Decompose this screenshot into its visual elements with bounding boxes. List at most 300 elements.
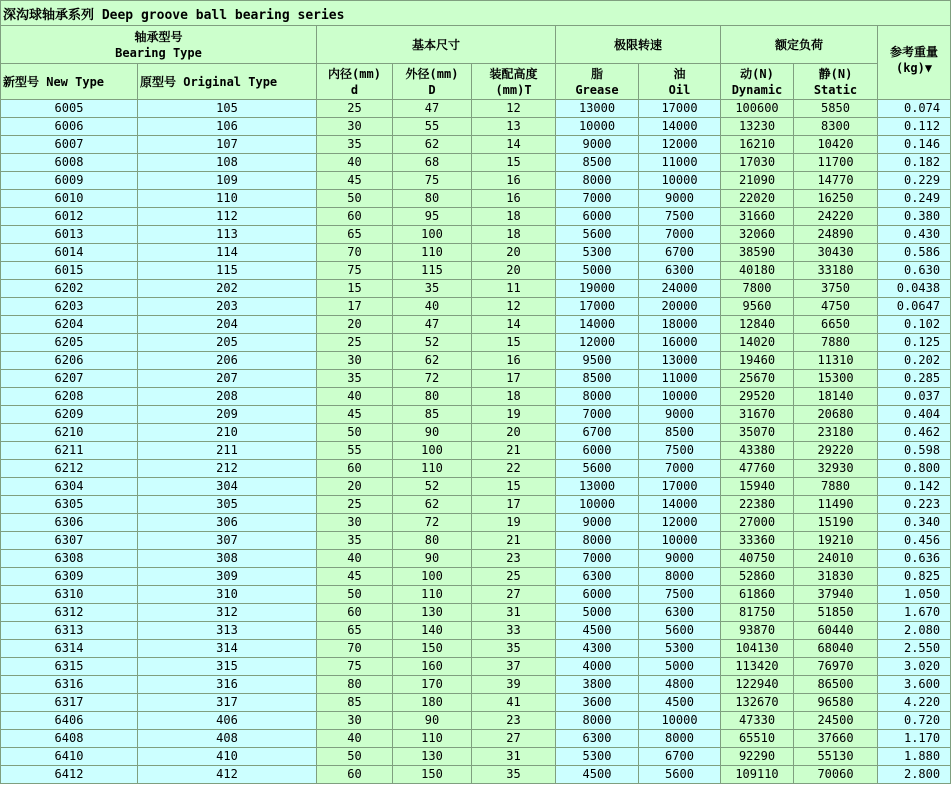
inner-diameter-cell[interactable]: 25 — [317, 100, 393, 118]
original-type-cell[interactable]: 203 — [138, 298, 317, 316]
static-load-cell[interactable]: 30430 — [794, 244, 878, 262]
assembly-height-cell[interactable]: 23 — [472, 712, 556, 730]
weight-cell[interactable]: 0.456 — [878, 532, 951, 550]
dynamic-load-cell[interactable]: 104130 — [721, 640, 794, 658]
original-type-cell[interactable]: 206 — [138, 352, 317, 370]
inner-diameter-cell[interactable]: 60 — [317, 604, 393, 622]
grease-speed-cell[interactable]: 17000 — [556, 298, 639, 316]
original-type-cell[interactable]: 307 — [138, 532, 317, 550]
static-load-cell[interactable]: 68040 — [794, 640, 878, 658]
weight-cell[interactable]: 0.800 — [878, 460, 951, 478]
inner-diameter-cell[interactable]: 20 — [317, 478, 393, 496]
outer-diameter-cell[interactable]: 75 — [393, 172, 472, 190]
grease-speed-cell[interactable]: 3800 — [556, 676, 639, 694]
new-type-cell[interactable]: 6204 — [1, 316, 138, 334]
outer-diameter-cell[interactable]: 72 — [393, 514, 472, 532]
assembly-height-cell[interactable]: 21 — [472, 532, 556, 550]
outer-diameter-cell[interactable]: 35 — [393, 280, 472, 298]
assembly-height-cell[interactable]: 25 — [472, 568, 556, 586]
oil-speed-cell[interactable]: 6300 — [639, 604, 721, 622]
assembly-height-cell[interactable]: 33 — [472, 622, 556, 640]
grease-speed-cell[interactable]: 5000 — [556, 262, 639, 280]
weight-cell[interactable]: 0.102 — [878, 316, 951, 334]
inner-diameter-cell[interactable]: 25 — [317, 334, 393, 352]
dynamic-load-cell[interactable]: 40750 — [721, 550, 794, 568]
oil-speed-cell[interactable]: 9000 — [639, 190, 721, 208]
grease-speed-cell[interactable]: 13000 — [556, 478, 639, 496]
oil-speed-cell[interactable]: 10000 — [639, 388, 721, 406]
inner-diameter-cell[interactable]: 85 — [317, 694, 393, 712]
new-type-cell[interactable]: 6313 — [1, 622, 138, 640]
weight-cell[interactable]: 0.037 — [878, 388, 951, 406]
weight-cell[interactable]: 0.636 — [878, 550, 951, 568]
original-type-cell[interactable]: 304 — [138, 478, 317, 496]
oil-speed-cell[interactable]: 4500 — [639, 694, 721, 712]
inner-diameter-cell[interactable]: 75 — [317, 658, 393, 676]
new-type-cell[interactable]: 6304 — [1, 478, 138, 496]
grease-speed-cell[interactable]: 10000 — [556, 118, 639, 136]
inner-diameter-cell[interactable]: 17 — [317, 298, 393, 316]
inner-diameter-cell[interactable]: 65 — [317, 226, 393, 244]
weight-cell[interactable]: 0.223 — [878, 496, 951, 514]
original-type-cell[interactable]: 106 — [138, 118, 317, 136]
dynamic-load-cell[interactable]: 21090 — [721, 172, 794, 190]
inner-diameter-cell[interactable]: 75 — [317, 262, 393, 280]
assembly-height-cell[interactable]: 13 — [472, 118, 556, 136]
assembly-height-cell[interactable]: 15 — [472, 154, 556, 172]
static-load-cell[interactable]: 24890 — [794, 226, 878, 244]
weight-cell[interactable]: 0.462 — [878, 424, 951, 442]
assembly-height-cell[interactable]: 18 — [472, 208, 556, 226]
oil-speed-cell[interactable]: 14000 — [639, 496, 721, 514]
original-type-cell[interactable]: 306 — [138, 514, 317, 532]
static-load-cell[interactable]: 31830 — [794, 568, 878, 586]
dynamic-load-cell[interactable]: 29520 — [721, 388, 794, 406]
new-type-cell[interactable]: 6014 — [1, 244, 138, 262]
static-load-cell[interactable]: 29220 — [794, 442, 878, 460]
new-type-cell[interactable]: 6211 — [1, 442, 138, 460]
weight-cell[interactable]: 0.380 — [878, 208, 951, 226]
oil-speed-cell[interactable]: 17000 — [639, 478, 721, 496]
original-type-cell[interactable]: 315 — [138, 658, 317, 676]
oil-speed-cell[interactable]: 17000 — [639, 100, 721, 118]
static-load-cell[interactable]: 14770 — [794, 172, 878, 190]
inner-diameter-cell[interactable]: 80 — [317, 676, 393, 694]
oil-speed-cell[interactable]: 7000 — [639, 460, 721, 478]
static-load-cell[interactable]: 4750 — [794, 298, 878, 316]
assembly-height-cell[interactable]: 21 — [472, 442, 556, 460]
grease-speed-cell[interactable]: 5600 — [556, 460, 639, 478]
outer-diameter-cell[interactable]: 110 — [393, 586, 472, 604]
weight-cell[interactable]: 2.800 — [878, 766, 951, 784]
grease-speed-cell[interactable]: 10000 — [556, 496, 639, 514]
assembly-height-cell[interactable]: 20 — [472, 244, 556, 262]
original-type-cell[interactable]: 109 — [138, 172, 317, 190]
oil-speed-cell[interactable]: 10000 — [639, 172, 721, 190]
assembly-height-cell[interactable]: 18 — [472, 388, 556, 406]
grease-speed-cell[interactable]: 6000 — [556, 208, 639, 226]
assembly-height-cell[interactable]: 31 — [472, 748, 556, 766]
outer-diameter-cell[interactable]: 90 — [393, 424, 472, 442]
new-type-cell[interactable]: 6007 — [1, 136, 138, 154]
static-load-cell[interactable]: 19210 — [794, 532, 878, 550]
original-type-cell[interactable]: 316 — [138, 676, 317, 694]
assembly-height-cell[interactable]: 15 — [472, 478, 556, 496]
grease-speed-cell[interactable]: 8500 — [556, 154, 639, 172]
new-type-cell[interactable]: 6317 — [1, 694, 138, 712]
assembly-height-cell[interactable]: 12 — [472, 298, 556, 316]
inner-diameter-cell[interactable]: 35 — [317, 532, 393, 550]
outer-diameter-cell[interactable]: 95 — [393, 208, 472, 226]
static-load-cell[interactable]: 51850 — [794, 604, 878, 622]
dynamic-load-cell[interactable]: 15940 — [721, 478, 794, 496]
weight-cell[interactable]: 0.598 — [878, 442, 951, 460]
grease-speed-cell[interactable]: 6300 — [556, 730, 639, 748]
grease-speed-cell[interactable]: 4300 — [556, 640, 639, 658]
new-type-cell[interactable]: 6202 — [1, 280, 138, 298]
new-type-cell[interactable]: 6207 — [1, 370, 138, 388]
original-type-cell[interactable]: 202 — [138, 280, 317, 298]
oil-speed-cell[interactable]: 7000 — [639, 226, 721, 244]
dynamic-load-cell[interactable]: 22020 — [721, 190, 794, 208]
dynamic-load-cell[interactable]: 13230 — [721, 118, 794, 136]
original-type-cell[interactable]: 207 — [138, 370, 317, 388]
grease-speed-cell[interactable]: 5000 — [556, 604, 639, 622]
grease-speed-cell[interactable]: 7000 — [556, 190, 639, 208]
inner-diameter-cell[interactable]: 60 — [317, 460, 393, 478]
new-type-cell[interactable]: 6210 — [1, 424, 138, 442]
inner-diameter-cell[interactable]: 70 — [317, 244, 393, 262]
weight-cell[interactable]: 0.720 — [878, 712, 951, 730]
oil-speed-cell[interactable]: 4800 — [639, 676, 721, 694]
assembly-height-cell[interactable]: 16 — [472, 190, 556, 208]
static-load-cell[interactable]: 20680 — [794, 406, 878, 424]
new-type-cell[interactable]: 6206 — [1, 352, 138, 370]
static-load-cell[interactable]: 96580 — [794, 694, 878, 712]
assembly-height-cell[interactable]: 16 — [472, 172, 556, 190]
outer-diameter-cell[interactable]: 68 — [393, 154, 472, 172]
original-type-cell[interactable]: 408 — [138, 730, 317, 748]
grease-speed-cell[interactable]: 6000 — [556, 586, 639, 604]
outer-diameter-cell[interactable]: 62 — [393, 496, 472, 514]
outer-diameter-cell[interactable]: 80 — [393, 388, 472, 406]
weight-cell[interactable]: 1.670 — [878, 604, 951, 622]
outer-diameter-cell[interactable]: 180 — [393, 694, 472, 712]
weight-cell[interactable]: 0.430 — [878, 226, 951, 244]
outer-diameter-cell[interactable]: 52 — [393, 478, 472, 496]
weight-cell[interactable]: 0.0438 — [878, 280, 951, 298]
oil-speed-cell[interactable]: 6300 — [639, 262, 721, 280]
dynamic-load-cell[interactable]: 9560 — [721, 298, 794, 316]
grease-speed-cell[interactable]: 9000 — [556, 136, 639, 154]
static-load-cell[interactable]: 60440 — [794, 622, 878, 640]
oil-speed-cell[interactable]: 7500 — [639, 586, 721, 604]
oil-speed-cell[interactable]: 13000 — [639, 352, 721, 370]
new-type-cell[interactable]: 6410 — [1, 748, 138, 766]
oil-speed-cell[interactable]: 12000 — [639, 514, 721, 532]
outer-diameter-cell[interactable]: 62 — [393, 136, 472, 154]
dynamic-load-cell[interactable]: 16210 — [721, 136, 794, 154]
new-type-cell[interactable]: 6015 — [1, 262, 138, 280]
oil-speed-cell[interactable]: 12000 — [639, 136, 721, 154]
dynamic-load-cell[interactable]: 43380 — [721, 442, 794, 460]
new-type-cell[interactable]: 6315 — [1, 658, 138, 676]
weight-cell[interactable]: 0.125 — [878, 334, 951, 352]
weight-cell[interactable]: 1.050 — [878, 586, 951, 604]
inner-diameter-cell[interactable]: 30 — [317, 514, 393, 532]
inner-diameter-cell[interactable]: 40 — [317, 388, 393, 406]
inner-diameter-cell[interactable]: 35 — [317, 136, 393, 154]
assembly-height-cell[interactable]: 41 — [472, 694, 556, 712]
original-type-cell[interactable]: 410 — [138, 748, 317, 766]
inner-diameter-cell[interactable]: 20 — [317, 316, 393, 334]
dynamic-load-cell[interactable]: 81750 — [721, 604, 794, 622]
static-load-cell[interactable]: 6650 — [794, 316, 878, 334]
inner-diameter-cell[interactable]: 70 — [317, 640, 393, 658]
grease-speed-cell[interactable]: 12000 — [556, 334, 639, 352]
weight-cell[interactable]: 0.285 — [878, 370, 951, 388]
new-type-cell[interactable]: 6209 — [1, 406, 138, 424]
original-type-cell[interactable]: 209 — [138, 406, 317, 424]
static-load-cell[interactable]: 24220 — [794, 208, 878, 226]
oil-speed-cell[interactable]: 8000 — [639, 568, 721, 586]
assembly-height-cell[interactable]: 12 — [472, 100, 556, 118]
new-type-cell[interactable]: 6305 — [1, 496, 138, 514]
static-load-cell[interactable]: 15190 — [794, 514, 878, 532]
grease-speed-cell[interactable]: 9000 — [556, 514, 639, 532]
dynamic-load-cell[interactable]: 47330 — [721, 712, 794, 730]
outer-diameter-cell[interactable]: 90 — [393, 712, 472, 730]
original-type-cell[interactable]: 211 — [138, 442, 317, 460]
outer-diameter-cell[interactable]: 47 — [393, 100, 472, 118]
static-load-cell[interactable]: 37660 — [794, 730, 878, 748]
grease-speed-cell[interactable]: 19000 — [556, 280, 639, 298]
original-type-cell[interactable]: 107 — [138, 136, 317, 154]
oil-speed-cell[interactable]: 5000 — [639, 658, 721, 676]
grease-speed-cell[interactable]: 4500 — [556, 766, 639, 784]
dynamic-load-cell[interactable]: 40180 — [721, 262, 794, 280]
grease-speed-cell[interactable]: 3600 — [556, 694, 639, 712]
inner-diameter-cell[interactable]: 50 — [317, 424, 393, 442]
grease-speed-cell[interactable]: 7000 — [556, 550, 639, 568]
dynamic-load-cell[interactable]: 93870 — [721, 622, 794, 640]
oil-speed-cell[interactable]: 10000 — [639, 712, 721, 730]
weight-cell[interactable]: 0.229 — [878, 172, 951, 190]
oil-speed-cell[interactable]: 7500 — [639, 208, 721, 226]
assembly-height-cell[interactable]: 31 — [472, 604, 556, 622]
assembly-height-cell[interactable]: 14 — [472, 136, 556, 154]
oil-speed-cell[interactable]: 5600 — [639, 766, 721, 784]
original-type-cell[interactable]: 110 — [138, 190, 317, 208]
original-type-cell[interactable]: 108 — [138, 154, 317, 172]
static-load-cell[interactable]: 5850 — [794, 100, 878, 118]
dynamic-load-cell[interactable]: 31660 — [721, 208, 794, 226]
dynamic-load-cell[interactable]: 7800 — [721, 280, 794, 298]
dynamic-load-cell[interactable]: 14020 — [721, 334, 794, 352]
new-type-cell[interactable]: 6307 — [1, 532, 138, 550]
new-type-cell[interactable]: 6308 — [1, 550, 138, 568]
oil-speed-cell[interactable]: 11000 — [639, 154, 721, 172]
outer-diameter-cell[interactable]: 170 — [393, 676, 472, 694]
grease-speed-cell[interactable]: 14000 — [556, 316, 639, 334]
assembly-height-cell[interactable]: 22 — [472, 460, 556, 478]
grease-speed-cell[interactable]: 4500 — [556, 622, 639, 640]
original-type-cell[interactable]: 308 — [138, 550, 317, 568]
oil-speed-cell[interactable]: 5600 — [639, 622, 721, 640]
grease-speed-cell[interactable]: 5300 — [556, 748, 639, 766]
outer-diameter-cell[interactable]: 100 — [393, 226, 472, 244]
inner-diameter-cell[interactable]: 40 — [317, 730, 393, 748]
dynamic-load-cell[interactable]: 12840 — [721, 316, 794, 334]
outer-diameter-cell[interactable]: 150 — [393, 640, 472, 658]
outer-diameter-cell[interactable]: 110 — [393, 730, 472, 748]
dynamic-load-cell[interactable]: 35070 — [721, 424, 794, 442]
static-load-cell[interactable]: 8300 — [794, 118, 878, 136]
original-type-cell[interactable]: 112 — [138, 208, 317, 226]
assembly-height-cell[interactable]: 17 — [472, 496, 556, 514]
static-load-cell[interactable]: 24010 — [794, 550, 878, 568]
inner-diameter-cell[interactable]: 45 — [317, 568, 393, 586]
static-load-cell[interactable]: 11700 — [794, 154, 878, 172]
original-type-cell[interactable]: 412 — [138, 766, 317, 784]
dynamic-load-cell[interactable]: 17030 — [721, 154, 794, 172]
inner-diameter-cell[interactable]: 40 — [317, 550, 393, 568]
grease-speed-cell[interactable]: 8000 — [556, 712, 639, 730]
static-load-cell[interactable]: 70060 — [794, 766, 878, 784]
new-type-cell[interactable]: 6212 — [1, 460, 138, 478]
weight-cell[interactable]: 4.220 — [878, 694, 951, 712]
static-load-cell[interactable]: 76970 — [794, 658, 878, 676]
assembly-height-cell[interactable]: 35 — [472, 640, 556, 658]
static-load-cell[interactable]: 10420 — [794, 136, 878, 154]
assembly-height-cell[interactable]: 37 — [472, 658, 556, 676]
assembly-height-cell[interactable]: 20 — [472, 262, 556, 280]
original-type-cell[interactable]: 312 — [138, 604, 317, 622]
new-type-cell[interactable]: 6408 — [1, 730, 138, 748]
original-type-cell[interactable]: 205 — [138, 334, 317, 352]
weight-cell[interactable]: 1.170 — [878, 730, 951, 748]
inner-diameter-cell[interactable]: 30 — [317, 712, 393, 730]
outer-diameter-cell[interactable]: 150 — [393, 766, 472, 784]
static-load-cell[interactable]: 7880 — [794, 478, 878, 496]
weight-cell[interactable]: 2.080 — [878, 622, 951, 640]
new-type-cell[interactable]: 6312 — [1, 604, 138, 622]
outer-diameter-cell[interactable]: 80 — [393, 190, 472, 208]
weight-cell[interactable]: 0.182 — [878, 154, 951, 172]
inner-diameter-cell[interactable]: 35 — [317, 370, 393, 388]
static-load-cell[interactable]: 55130 — [794, 748, 878, 766]
dynamic-load-cell[interactable]: 47760 — [721, 460, 794, 478]
grease-speed-cell[interactable]: 9500 — [556, 352, 639, 370]
weight-cell[interactable]: 0.074 — [878, 100, 951, 118]
dynamic-load-cell[interactable]: 132670 — [721, 694, 794, 712]
original-type-cell[interactable]: 406 — [138, 712, 317, 730]
inner-diameter-cell[interactable]: 55 — [317, 442, 393, 460]
outer-diameter-cell[interactable]: 62 — [393, 352, 472, 370]
oil-speed-cell[interactable]: 8500 — [639, 424, 721, 442]
outer-diameter-cell[interactable]: 110 — [393, 244, 472, 262]
static-load-cell[interactable]: 23180 — [794, 424, 878, 442]
new-type-cell[interactable]: 6013 — [1, 226, 138, 244]
original-type-cell[interactable]: 212 — [138, 460, 317, 478]
outer-diameter-cell[interactable]: 130 — [393, 604, 472, 622]
oil-speed-cell[interactable]: 10000 — [639, 532, 721, 550]
original-type-cell[interactable]: 113 — [138, 226, 317, 244]
dynamic-load-cell[interactable]: 33360 — [721, 532, 794, 550]
assembly-height-cell[interactable]: 39 — [472, 676, 556, 694]
weight-unit[interactable]: (kg)▼ — [895, 61, 933, 75]
original-type-cell[interactable]: 313 — [138, 622, 317, 640]
grease-speed-cell[interactable]: 5600 — [556, 226, 639, 244]
outer-diameter-cell[interactable]: 110 — [393, 460, 472, 478]
assembly-height-cell[interactable]: 19 — [472, 514, 556, 532]
grease-speed-cell[interactable]: 6700 — [556, 424, 639, 442]
grease-speed-cell[interactable]: 8500 — [556, 370, 639, 388]
original-type-cell[interactable]: 114 — [138, 244, 317, 262]
weight-cell[interactable]: 0.249 — [878, 190, 951, 208]
inner-diameter-cell[interactable]: 65 — [317, 622, 393, 640]
dynamic-load-cell[interactable]: 38590 — [721, 244, 794, 262]
outer-diameter-cell[interactable]: 40 — [393, 298, 472, 316]
grease-speed-cell[interactable]: 5300 — [556, 244, 639, 262]
outer-diameter-cell[interactable]: 52 — [393, 334, 472, 352]
assembly-height-cell[interactable]: 19 — [472, 406, 556, 424]
static-load-cell[interactable]: 3750 — [794, 280, 878, 298]
new-type-cell[interactable]: 6208 — [1, 388, 138, 406]
assembly-height-cell[interactable]: 14 — [472, 316, 556, 334]
dynamic-load-cell[interactable]: 19460 — [721, 352, 794, 370]
inner-diameter-cell[interactable]: 15 — [317, 280, 393, 298]
new-type-cell[interactable]: 6314 — [1, 640, 138, 658]
dynamic-load-cell[interactable]: 31670 — [721, 406, 794, 424]
inner-diameter-cell[interactable]: 30 — [317, 352, 393, 370]
new-type-cell[interactable]: 6203 — [1, 298, 138, 316]
new-type-cell[interactable]: 6005 — [1, 100, 138, 118]
grease-speed-cell[interactable]: 13000 — [556, 100, 639, 118]
dynamic-load-cell[interactable]: 113420 — [721, 658, 794, 676]
original-type-cell[interactable]: 314 — [138, 640, 317, 658]
outer-diameter-cell[interactable]: 115 — [393, 262, 472, 280]
oil-speed-cell[interactable]: 16000 — [639, 334, 721, 352]
grease-speed-cell[interactable]: 8000 — [556, 532, 639, 550]
static-load-cell[interactable]: 18140 — [794, 388, 878, 406]
dynamic-load-cell[interactable]: 65510 — [721, 730, 794, 748]
assembly-height-cell[interactable]: 27 — [472, 730, 556, 748]
dynamic-load-cell[interactable]: 109110 — [721, 766, 794, 784]
original-type-cell[interactable]: 317 — [138, 694, 317, 712]
new-type-cell[interactable]: 6009 — [1, 172, 138, 190]
outer-diameter-cell[interactable]: 47 — [393, 316, 472, 334]
inner-diameter-cell[interactable]: 50 — [317, 586, 393, 604]
grease-speed-cell[interactable]: 8000 — [556, 388, 639, 406]
grease-speed-cell[interactable]: 8000 — [556, 172, 639, 190]
assembly-height-cell[interactable]: 17 — [472, 370, 556, 388]
assembly-height-cell[interactable]: 15 — [472, 334, 556, 352]
assembly-height-cell[interactable]: 27 — [472, 586, 556, 604]
new-type-cell[interactable]: 6309 — [1, 568, 138, 586]
oil-speed-cell[interactable]: 11000 — [639, 370, 721, 388]
original-type-cell[interactable]: 204 — [138, 316, 317, 334]
weight-cell[interactable]: 0.340 — [878, 514, 951, 532]
static-load-cell[interactable]: 33180 — [794, 262, 878, 280]
new-type-cell[interactable]: 6316 — [1, 676, 138, 694]
assembly-height-cell[interactable]: 16 — [472, 352, 556, 370]
weight-cell[interactable]: 0.586 — [878, 244, 951, 262]
weight-cell[interactable]: 0.142 — [878, 478, 951, 496]
new-type-cell[interactable]: 6012 — [1, 208, 138, 226]
new-type-cell[interactable]: 6205 — [1, 334, 138, 352]
dynamic-load-cell[interactable]: 100600 — [721, 100, 794, 118]
